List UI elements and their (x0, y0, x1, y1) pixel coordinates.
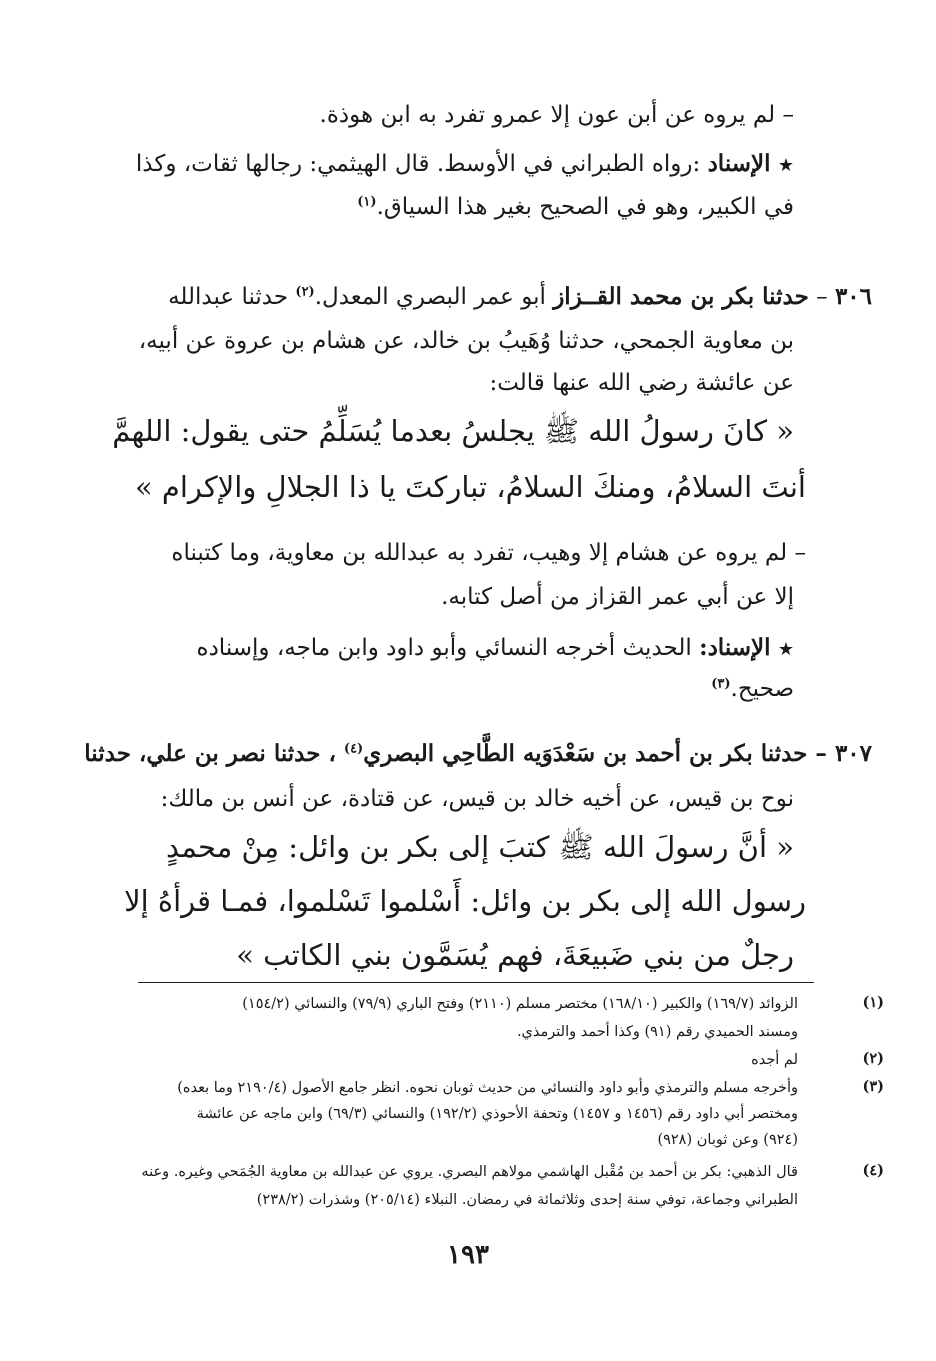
hadith-text: رجلٌ من بني ضَبيعَةَ، فهم يُسَمَّون بني الكاتب » (236, 938, 794, 972)
footnote-line: ومختصر أبي داود رقم (١٤٥٦ و ١٤٥٧) وتحفة الأحوذي (١٩٢/٢) والنسائي (٦٩/٣) وابن ماجه عن عائشة (196, 1106, 798, 1122)
footnote-separator (138, 982, 814, 983)
star-icon: ★ (777, 155, 794, 176)
text-segment: حدثنا عبدالله (168, 284, 289, 310)
footnote-ref: (٤) (343, 741, 364, 757)
hadith-307-header (84, 740, 872, 767)
footnote-ref: (٣) (711, 676, 731, 692)
text-line: – لم يروه عن أبن عون إلا عمرو تفرد به ابن هوذة. (319, 102, 794, 128)
isnad-text: صحيح. (730, 676, 794, 702)
isnad-text: :رواه الطبراني في الأوسط. قال الهيثمي: رجالها ثقات، وكذا (135, 151, 701, 177)
text-line: نوح بن قيس، عن أخيه خالد بن قيس، عن قتادة، عن أنس بن مالك: (160, 786, 794, 812)
footnote-number: (٢) (862, 1050, 884, 1067)
text-line: إلا عن أبي عمر القزاز من أصل كتابه. (441, 584, 794, 610)
footnote-ref: (٢) (295, 284, 315, 300)
footnote-line: الزوائد (١٦٩/٧) والكبير (١٦٨/١٠) مختصر مسلم (٢١١٠) وفتح الباري (٧٩/٩) والنسائي (١٥٤/٢) (242, 996, 798, 1012)
page-number: ١٩٣ (447, 1240, 489, 1270)
footnote-line: الطبراني وجماعة، توفي سنة إحدى وثلاثمائة في رمضان. النبلاء (٢٠٥/١٤) وشذرات (٢٣٨/٢) (256, 1192, 798, 1208)
hadith-number: ٣٠٧ (834, 740, 872, 767)
footnote-line: ومسند الحميدي رقم (٩١) وكذا أحمد والترمذي. (516, 1024, 798, 1040)
dash: – (808, 284, 828, 310)
hadith-text: أنتَ السلامُ، ومنكَ السلامُ، تباركتَ يا ذا الجلالِ والإكرام » (134, 470, 806, 504)
isnad-text: الحديث أخرجه النسائي وأبو داود وابن ماجه، وإسناده (196, 635, 692, 661)
isnad-line (136, 150, 794, 177)
hadith-text: « كانَ رسولُ الله ﷺ يجلسُ بعدما يُسَلِّمُ حتى يقول: اللهمَّ (112, 414, 794, 448)
footnote-line: وأخرجه مسلم والترمذي وأبو داود والنسائي من حديث ثوبان نحوه. انظر جامع الأصول (٢١٩٠/٤ وما بعده) (177, 1080, 798, 1096)
dash: – (807, 740, 827, 767)
text-line: بن معاوية الجمحي، حدثنا وُهَيبُ بن خالد، عن هشام بن عروة عن أبيه، (138, 328, 794, 354)
hadith-text: رسول الله إلى بكر بن وائل: أَسْلموا تَسْلموا، فمـا قرأهُ إلا (124, 884, 806, 918)
footnote-number: (١) (862, 994, 884, 1011)
footnote-number: (٤) (862, 1162, 884, 1179)
footnote-line: (٩٢٤) وعن ثوبان (٩٢٨) (657, 1132, 798, 1148)
isnad-line (197, 634, 794, 661)
hadith-306-header (168, 283, 872, 310)
footnote-ref: (١) (357, 194, 377, 210)
footnote-number: (٣) (862, 1078, 884, 1095)
hadith-text: « أنَّ رسولَ الله ﷺ كتبَ إلى بكر بن وائل: مِنْ محمدٍ (166, 830, 794, 864)
narrator-name: حدثنا بكر بن أحمد بن سَعْدَوَيه الطَّاحِي البصري (363, 740, 808, 767)
isnad-label: الإسناد: (699, 634, 771, 661)
narrator-name: حدثنا بكر بن محمد القــزاز (553, 283, 809, 310)
hadith-number: ٣٠٦ (834, 283, 872, 310)
footnote-line: لم أجده (751, 1052, 798, 1068)
isnad-label: الإسناد (707, 150, 771, 177)
footnote-line: قال الذهبي: بكر بن أحمد بن مُقْبل الهاشمي مولاهم البصري. يروي عن عبدالله بن معاوية الجُمَحي وغيره. وعنه (141, 1164, 798, 1180)
text-segment: أبو عمر البصري المعدل. (314, 284, 546, 310)
text-line: – لم يروه عن هشام إلا وهيب، تفرد به عبدالله بن معاوية، وما كتبناه (171, 540, 806, 566)
text-segment: ، حدثنا نصر بن علي، حدثنا (84, 740, 336, 767)
isnad-text: في الكبير، وهو في الصحيح بغير هذا السياق. (376, 194, 794, 220)
text-line: عن عائشة رضي الله عنها قالت: (489, 370, 794, 396)
isnad-line (711, 676, 794, 702)
isnad-line (357, 194, 794, 220)
star-icon: ★ (777, 639, 794, 660)
